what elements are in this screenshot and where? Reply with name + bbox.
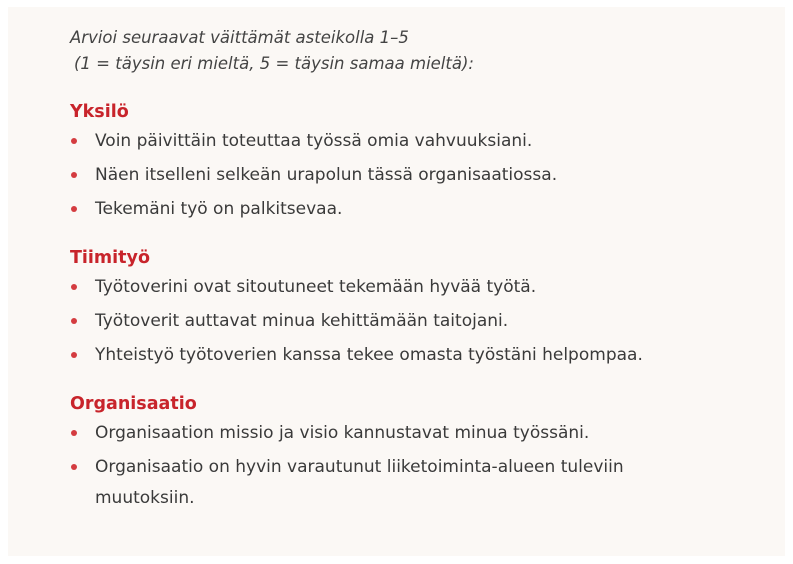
survey-instructions: [70, 25, 770, 77]
bullet-icon: [71, 172, 77, 178]
list-item: [70, 306, 770, 337]
statement-text: Organisaatio on hyvin varautunut liiketoiminta-alueen tuleviin muutoksiin.: [95, 457, 624, 508]
list-item: [70, 340, 770, 371]
list-item: [70, 272, 770, 303]
list-item: [70, 418, 770, 449]
list-item: [70, 160, 770, 191]
list-item: [70, 194, 770, 225]
list-item: [70, 452, 685, 514]
section-title-tiimityo: Tiimityö: [70, 248, 150, 268]
survey-content: [70, 25, 770, 517]
survey-panel: [8, 7, 785, 556]
section-title-yksilo: Yksilö: [70, 102, 129, 122]
bullet-icon: [71, 318, 77, 324]
bullet-icon: [71, 464, 77, 470]
statement-text: Työtoverini ovat sitoutuneet tekemään hyvää työtä.: [95, 277, 537, 297]
statement-text: Työtoverit auttavat minua kehittämään taitojani.: [95, 311, 509, 331]
bullet-icon: [71, 352, 77, 358]
bullet-icon: [71, 206, 77, 212]
statement-text: Yhteistyö työtoverien kanssa tekee omasta työstäni helpompaa.: [95, 345, 643, 365]
statement-text: Organisaation missio ja visio kannustavat minua työssäni.: [95, 423, 590, 443]
bullet-icon: [71, 138, 77, 144]
statement-text: Tekemäni työ on palkitsevaa.: [95, 199, 343, 219]
statement-text: Voin päivittäin toteuttaa työssä omia vahvuuksiani.: [95, 131, 533, 151]
statement-text: Näen itselleni selkeän urapolun tässä organisaatiossa.: [95, 165, 558, 185]
section-title-organisaatio: Organisaatio: [70, 394, 197, 414]
list-item: [70, 126, 770, 157]
bullet-icon: [71, 430, 77, 436]
instructions-line-2: (1 = täysin eri mieltä, 5 = täysin samaa mieltä):: [74, 54, 474, 73]
bullet-icon: [71, 284, 77, 290]
section-list-tiimityo: [70, 272, 770, 371]
instructions-line-1: Arvioi seuraavat väittämät asteikolla 1–5: [70, 28, 409, 47]
section-list-organisaatio: [70, 418, 770, 514]
section-list-yksilo: [70, 126, 770, 225]
